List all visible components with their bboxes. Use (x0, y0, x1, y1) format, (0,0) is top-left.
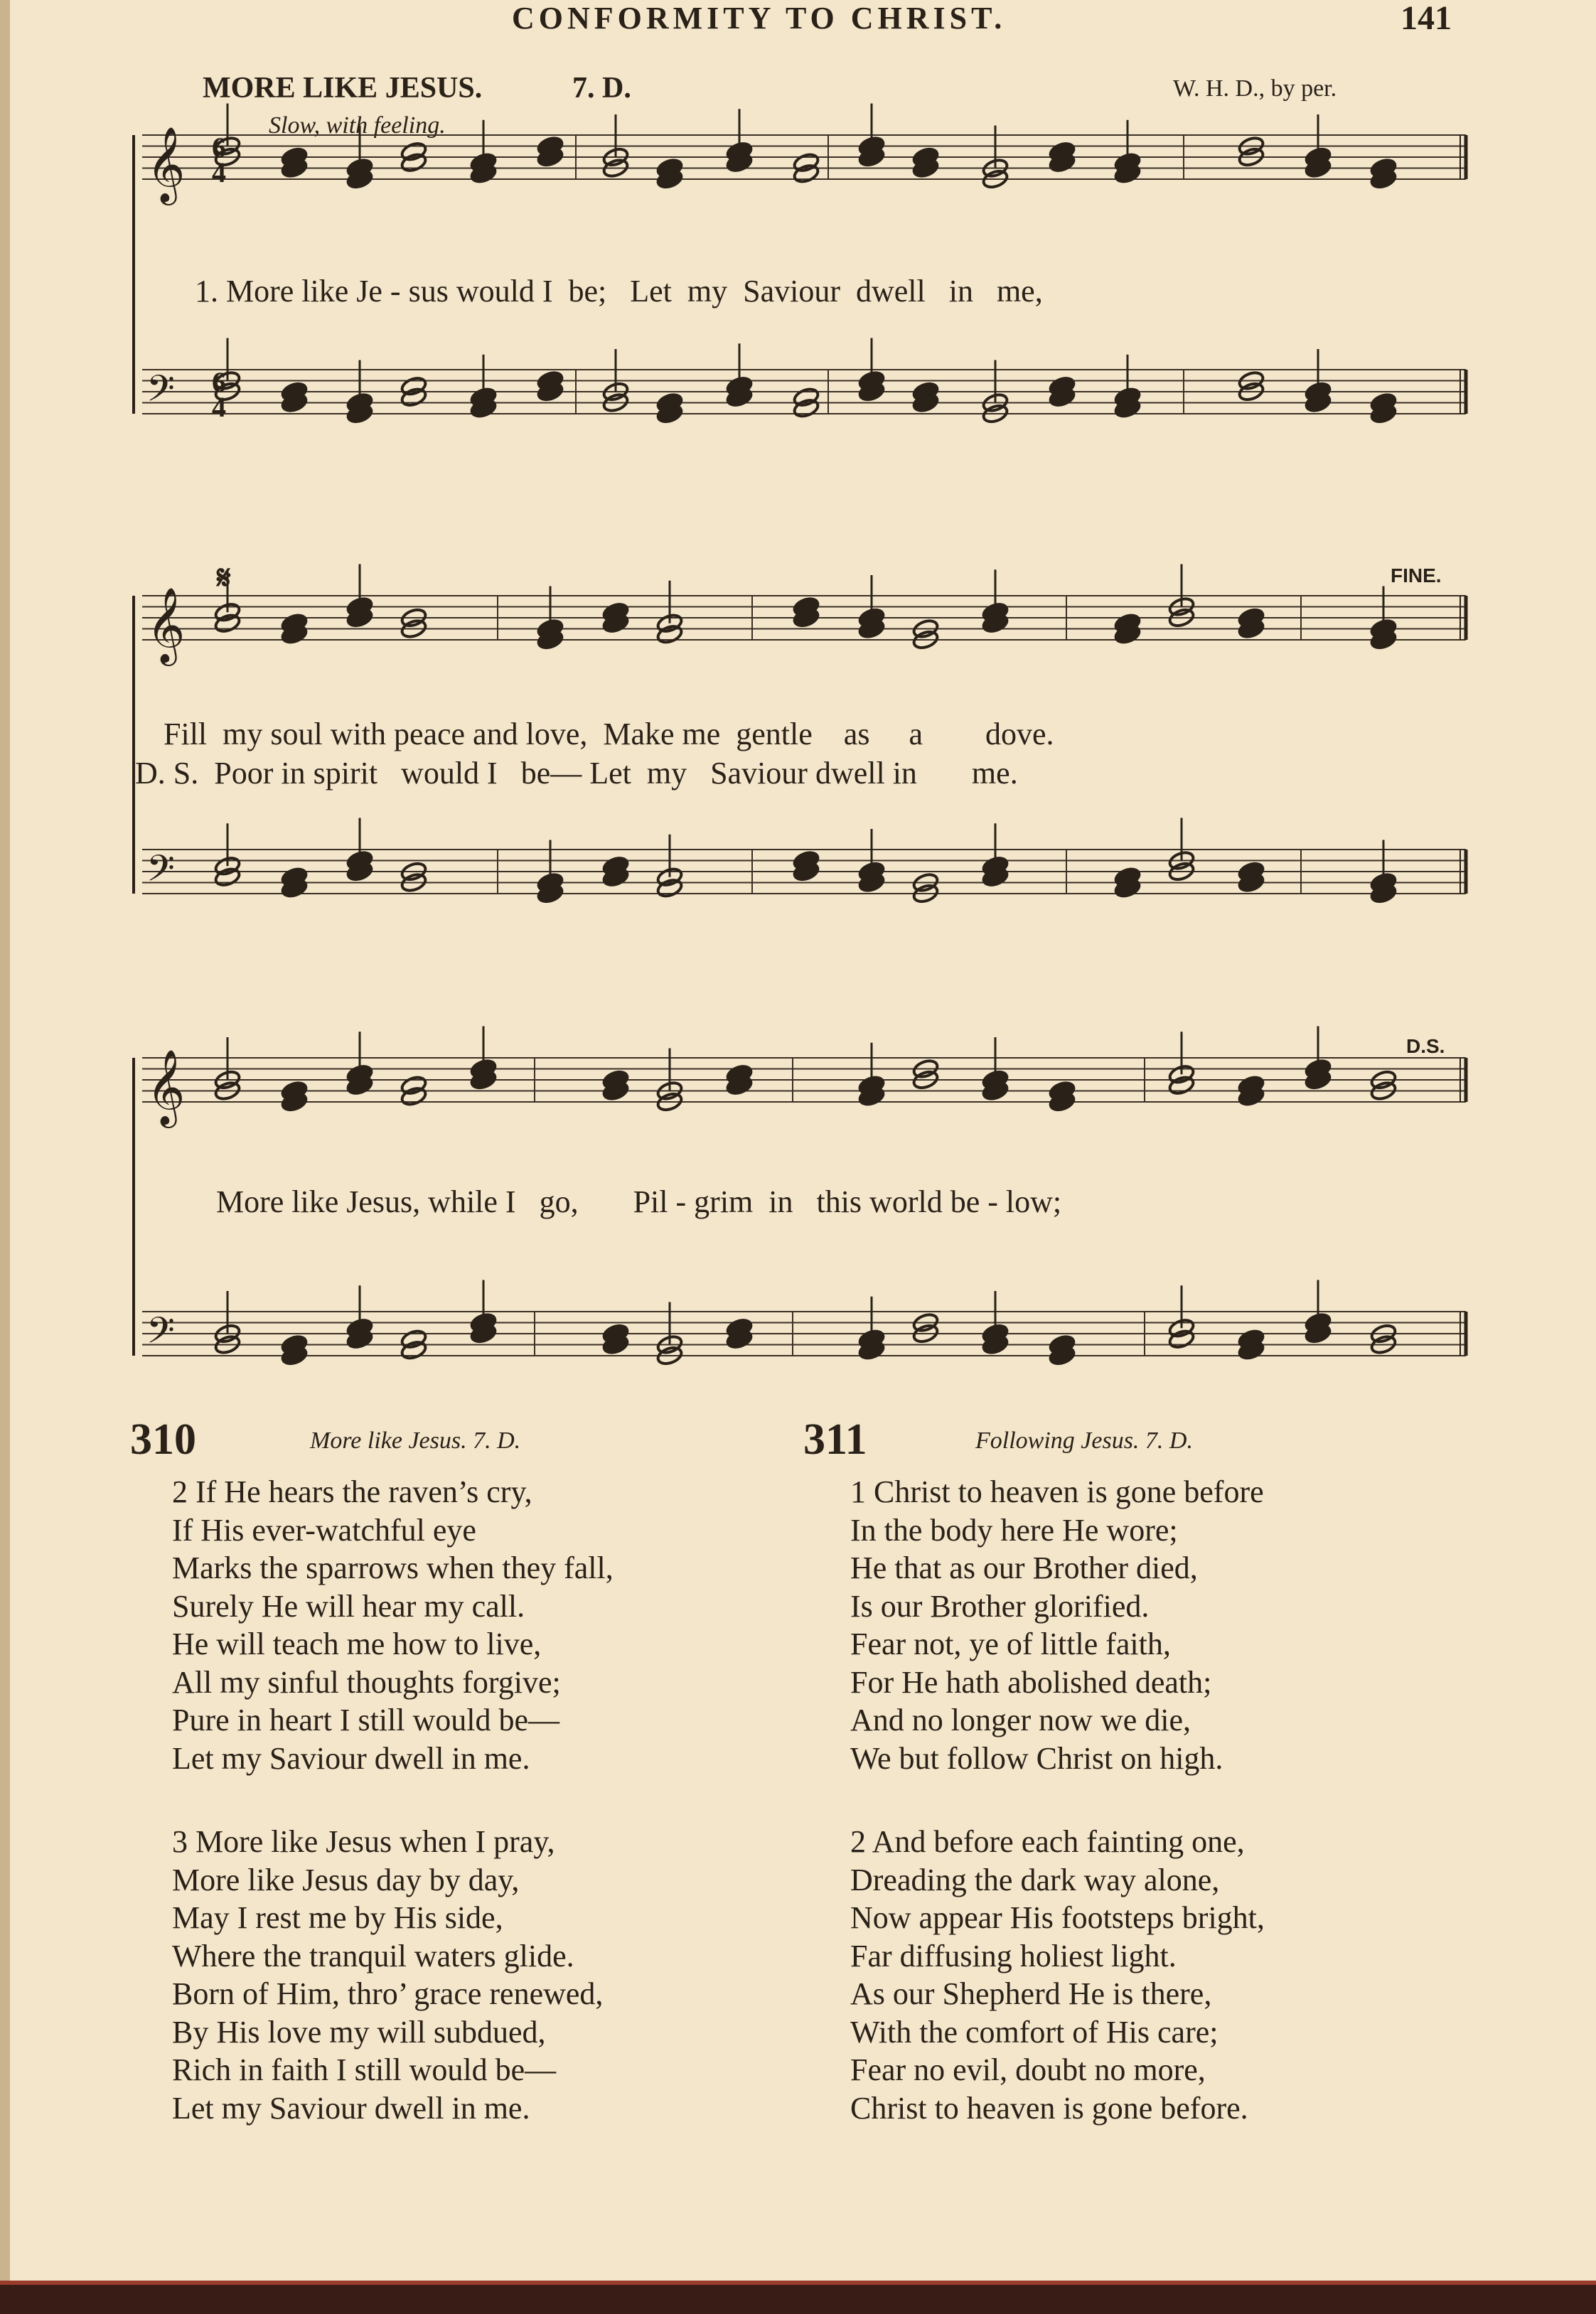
tune-meter: 7. D. (572, 72, 631, 105)
hymn-311-stanza-2 (850, 1823, 1265, 2127)
notehead (400, 1086, 428, 1107)
stanza-line: With the comfort of His care; (850, 2014, 1219, 2050)
hymn-number-311: 311 (803, 1415, 867, 1464)
lyric-line-2: Fill my soul with peace and love, Make me gentle as a dove. (164, 717, 1054, 751)
notehead (400, 152, 428, 173)
stanza-line: In the body here He wore; (850, 1512, 1178, 1548)
stanza-line: 2 And before each fainting one, (850, 1824, 1245, 1859)
notehead (793, 163, 820, 184)
time-signature-numerator: 6 (212, 132, 226, 164)
stanza-line: Let my Saviour dwell in me. (172, 2090, 530, 2126)
stanza-line: 1 Christ to heaven is gone before (850, 1474, 1264, 1509)
stanza-line: He that as our Brother died, (850, 1550, 1198, 1585)
stanza-line: Where the tranquil waters glide. (172, 1938, 574, 1973)
stanza-line: We but follow Christ on high. (850, 1740, 1223, 1776)
stanza-line: And no longer now we die, (850, 1703, 1191, 1737)
stanza-line: Fear no evil, doubt no more, (850, 2052, 1206, 2087)
stanza-line: Fear not, ye of little faith, (850, 1627, 1171, 1661)
stanza-line: He will teach me how to live, (172, 1627, 542, 1661)
tune-title: MORE LIKE JESUS. (203, 72, 483, 105)
lyric-line-2-ds: D. S. Poor in spirit would I be— Let my Saviour dwell in me. (135, 756, 1018, 791)
fine-mark: FINE. (1391, 564, 1442, 586)
stanza-line: All my sinful thoughts forgive; (172, 1664, 561, 1700)
time-signature-numerator: 6 (212, 366, 226, 398)
stanza-line: May I rest me by His side, (172, 1900, 503, 1935)
time-signature-denominator: 4 (212, 156, 226, 188)
stanza-line: 3 More like Jesus when I pray, (172, 1824, 555, 1859)
hymn-311-subtitle: Following Jesus. 7. D. (975, 1427, 1193, 1454)
lyric-line-1: 1. More like Je - sus would I be; Let my Saviour dwell in me, (195, 274, 1043, 309)
stanza-line: Born of Him, thro’ grace renewed, (172, 1976, 604, 2011)
stanza-line: Rich in faith I still would be— (172, 2052, 557, 2087)
stanza-line: Marks the sparrows when they fall, (172, 1550, 614, 1585)
treble-clef-icon: 𝄞 (146, 126, 186, 202)
bass-clef-icon: 𝄢 (146, 1309, 175, 1361)
stanza-line: Is our Brother glorified. (850, 1588, 1150, 1624)
stanza-line: By His love my will subdued, (172, 2014, 546, 2050)
bass-clef-icon: 𝄢 (146, 847, 175, 899)
hymn-310-subtitle: More like Jesus. 7. D. (310, 1427, 521, 1454)
stanza-line: 2 If He hears the raven’s cry, (172, 1474, 532, 1509)
book-edge-stripe (0, 2281, 1596, 2285)
stanza-line: Pure in heart I still would be— (172, 1703, 560, 1737)
lyric-line-3: More like Jesus, while I go, Pil - grim in this world be - low; (216, 1184, 1062, 1219)
stanza-line: As our Shepherd He is there, (850, 1976, 1212, 2011)
hymn-number-310: 310 (130, 1415, 196, 1464)
tempo-marking: Slow, with feeling. (269, 112, 446, 139)
notehead (400, 387, 428, 408)
notehead (656, 623, 684, 645)
stanza-line: If His ever-watchful eye (172, 1512, 476, 1548)
notehead (1168, 1075, 1196, 1096)
page-number: 141 (1400, 0, 1452, 37)
treble-clef-icon: 𝄞 (146, 1049, 186, 1125)
bass-clef-icon: 𝄢 (146, 367, 175, 419)
hymn-311-stanza-1 (850, 1473, 1264, 1777)
segno-sign: 𝄋 (217, 559, 231, 596)
stanza-line: Let my Saviour dwell in me. (172, 1740, 530, 1776)
stanza-line: Christ to heaven is gone before. (850, 2090, 1248, 2126)
time-signature-denominator: 4 (212, 391, 226, 423)
notehead (1168, 1329, 1196, 1350)
stanza-line: Far diffusing holiest light. (850, 1938, 1177, 1973)
notehead (214, 613, 242, 634)
notehead (214, 867, 242, 888)
hymn-310-stanza-2 (172, 1473, 614, 1777)
stanza-line: Now appear His footsteps bright, (850, 1900, 1265, 1935)
ds-mark: D.S. (1406, 1035, 1445, 1057)
stanza-line: Surely He will hear my call. (172, 1588, 525, 1624)
stanza-line: For He hath abolished death; (850, 1664, 1212, 1700)
notehead (793, 397, 820, 419)
book-edge-band (0, 2281, 1596, 2314)
composer-credit: W. H. D., by per. (1173, 75, 1337, 102)
hymn-310-stanza-3 (172, 1823, 603, 2127)
notehead (656, 877, 684, 899)
stanza-line: More like Jesus day by day, (172, 1862, 520, 1897)
running-header: CONFORMITY TO CHRIST. (512, 1, 1007, 36)
treble-clef-icon: 𝄞 (146, 586, 186, 663)
notehead (400, 1339, 428, 1361)
stanza-line: Dreading the dark way alone, (850, 1862, 1220, 1897)
